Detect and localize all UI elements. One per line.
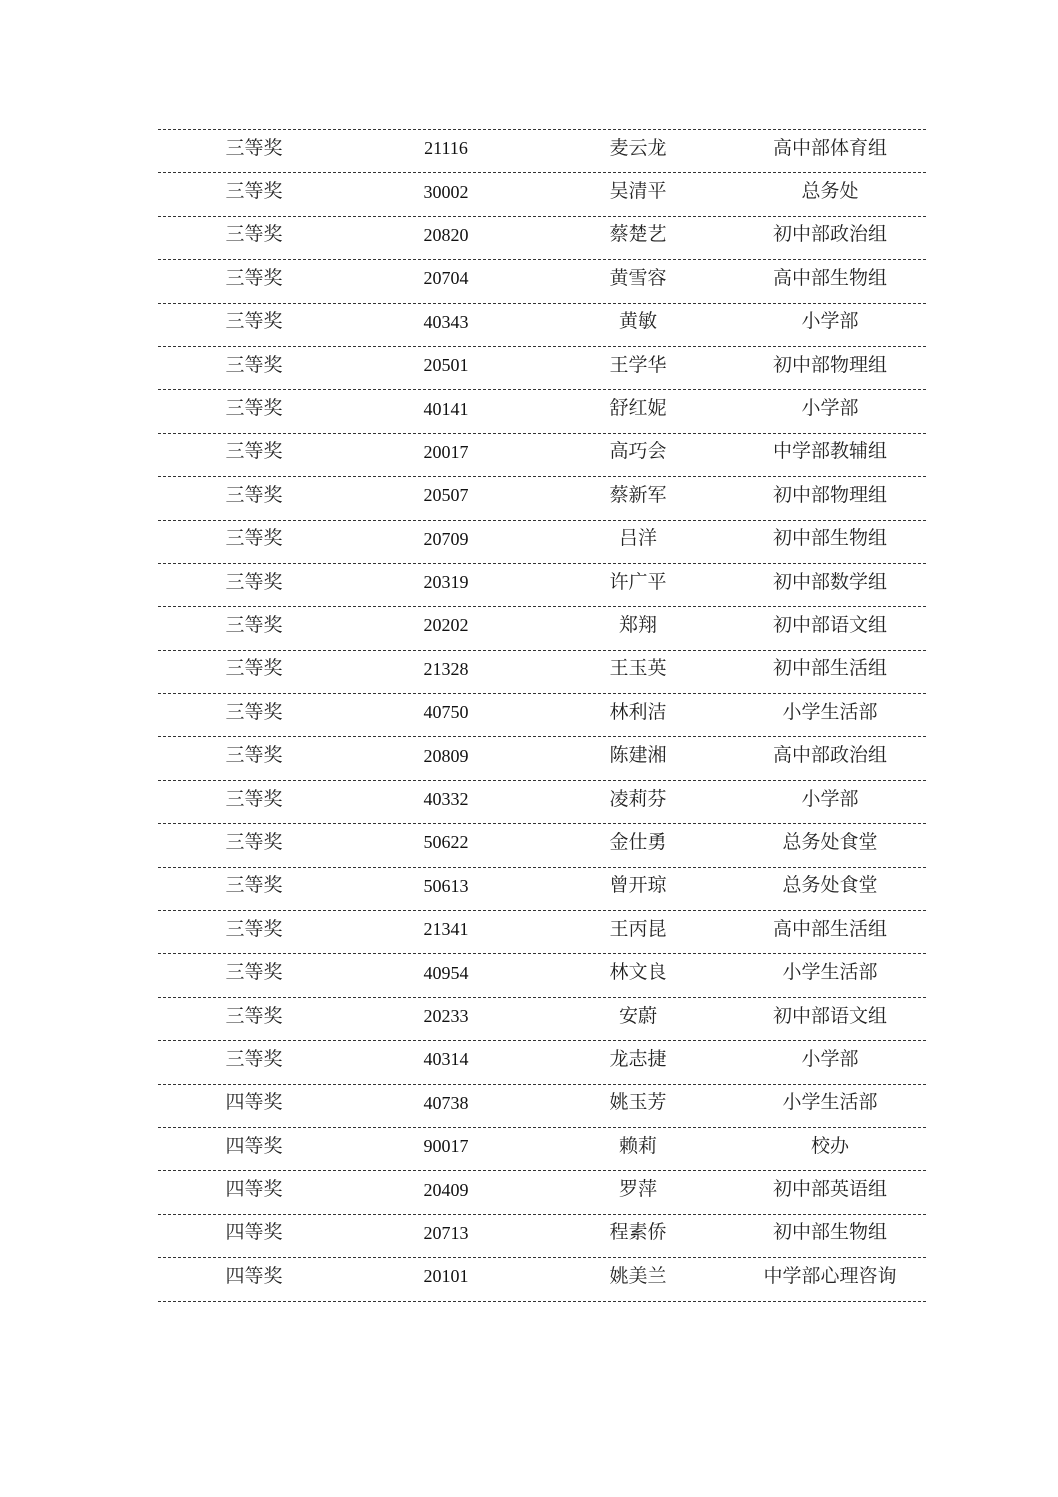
name-cell: 陈建湘 <box>609 744 667 767</box>
name-cell: 林文良 <box>609 961 667 984</box>
id-cell: 20709 <box>423 528 469 549</box>
name-cell: 蔡新军 <box>609 483 667 506</box>
dept-cell: 小学生活部 <box>782 1091 878 1114</box>
id-cell: 30002 <box>423 181 469 202</box>
dept-cell: 小学生活部 <box>782 961 878 984</box>
table-row <box>158 607 926 650</box>
name-cell: 黄敏 <box>618 310 657 333</box>
id-cell: 20101 <box>423 1266 469 1287</box>
dept-cell: 初中部数学组 <box>772 570 887 593</box>
name-cell: 王丙昆 <box>609 917 667 940</box>
table-row <box>158 868 926 911</box>
award-cell: 四等奖 <box>225 1134 283 1157</box>
table-row <box>158 954 926 997</box>
dept-cell: 高中部政治组 <box>772 744 887 767</box>
award-cell: 三等奖 <box>225 1047 283 1070</box>
table-row <box>158 911 926 954</box>
name-cell: 姚美兰 <box>609 1264 667 1287</box>
award-cell: 三等奖 <box>225 787 283 810</box>
award-cell: 三等奖 <box>225 874 283 897</box>
name-cell: 龙志捷 <box>609 1047 667 1070</box>
dept-cell: 高中部生物组 <box>772 266 887 289</box>
dept-cell: 小学部 <box>801 397 859 420</box>
table-row <box>158 651 926 694</box>
id-cell: 40954 <box>423 962 469 983</box>
dept-cell: 总务处食堂 <box>782 830 878 853</box>
id-cell: 50613 <box>423 875 469 896</box>
table-row <box>158 434 926 477</box>
award-cell: 三等奖 <box>225 744 283 767</box>
award-cell: 三等奖 <box>225 180 283 203</box>
id-cell: 20501 <box>423 355 469 376</box>
name-cell: 吕洋 <box>618 527 657 550</box>
name-cell: 舒红妮 <box>609 397 667 420</box>
name-cell: 凌莉芬 <box>609 787 667 810</box>
award-cell: 三等奖 <box>225 657 283 680</box>
table-row <box>158 1085 926 1128</box>
table-row <box>158 564 926 607</box>
award-cell: 三等奖 <box>225 527 283 550</box>
table-row <box>158 694 926 737</box>
name-cell: 姚玉芳 <box>609 1091 667 1114</box>
id-cell: 20409 <box>423 1179 469 1200</box>
dept-cell: 初中部物理组 <box>772 483 887 506</box>
id-cell: 20233 <box>423 1006 469 1026</box>
table-row <box>158 521 926 564</box>
award-table <box>158 129 926 1302</box>
dept-cell: 初中部英语组 <box>772 1178 887 1201</box>
table-row <box>158 347 926 390</box>
id-cell: 20202 <box>423 615 469 636</box>
dept-cell: 高中部生活组 <box>772 917 887 940</box>
name-cell: 王玉英 <box>609 657 667 680</box>
name-cell: 高巧会 <box>609 440 667 463</box>
name-cell: 赖莉 <box>618 1134 657 1157</box>
id-cell: 50622 <box>423 832 469 853</box>
table-row <box>158 1215 926 1258</box>
dept-cell: 总务处 <box>801 180 859 203</box>
award-cell: 三等奖 <box>225 830 283 853</box>
dept-cell: 初中部生物组 <box>772 1221 887 1244</box>
award-cell: 三等奖 <box>225 310 283 333</box>
dept-cell: 小学部 <box>801 1047 859 1070</box>
name-cell: 王学华 <box>609 353 667 376</box>
table-row <box>158 130 926 173</box>
name-cell: 麦云龙 <box>609 136 667 159</box>
dept-cell: 高中部体育组 <box>772 136 887 159</box>
id-cell: 20319 <box>423 572 469 593</box>
id-cell: 20809 <box>423 745 469 766</box>
dept-cell: 总务处食堂 <box>782 874 878 897</box>
name-cell: 蔡楚艺 <box>609 223 667 246</box>
name-cell: 曾开琼 <box>609 874 667 897</box>
award-cell: 三等奖 <box>225 440 283 463</box>
table-row <box>158 217 926 260</box>
table-row <box>158 1041 926 1084</box>
id-cell: 40738 <box>423 1092 469 1113</box>
name-cell: 罗萍 <box>618 1178 657 1201</box>
name-cell: 安蔚 <box>618 1004 657 1027</box>
table-row <box>158 390 926 433</box>
dept-cell: 小学生活部 <box>782 700 878 723</box>
dept-cell: 初中部语文组 <box>772 1004 887 1027</box>
award-cell: 四等奖 <box>225 1178 283 1201</box>
id-cell: 40343 <box>423 311 469 332</box>
dept-cell: 中学部心理咨询 <box>763 1264 897 1287</box>
table-row <box>158 260 926 303</box>
award-cell: 三等奖 <box>225 353 283 376</box>
award-cell: 三等奖 <box>225 1004 283 1027</box>
table-row <box>158 1128 926 1171</box>
table-row <box>158 304 926 347</box>
id-cell: 40332 <box>423 789 469 810</box>
table-row <box>158 824 926 867</box>
dept-cell: 小学部 <box>801 787 859 810</box>
name-cell: 吴清平 <box>609 180 667 203</box>
name-cell: 许广平 <box>609 570 667 593</box>
name-cell: 黄雪容 <box>609 266 667 289</box>
award-cell: 三等奖 <box>225 961 283 984</box>
dept-cell: 初中部政治组 <box>772 223 887 246</box>
table-row <box>158 477 926 520</box>
id-cell: 21116 <box>424 138 468 159</box>
id-cell: 21341 <box>423 919 469 940</box>
award-cell: 四等奖 <box>225 1264 283 1287</box>
dept-cell: 中学部教辅组 <box>772 440 887 463</box>
id-cell: 20713 <box>423 1222 469 1243</box>
award-cell: 四等奖 <box>225 1091 283 1114</box>
award-cell: 三等奖 <box>225 570 283 593</box>
award-cell: 三等奖 <box>225 613 283 636</box>
id-cell: 20017 <box>423 441 469 462</box>
dept-cell: 初中部语文组 <box>772 613 887 636</box>
table-row <box>158 737 926 780</box>
table-row <box>158 173 926 216</box>
dept-cell: 初中部生物组 <box>772 527 887 550</box>
table-row <box>158 1258 926 1301</box>
name-cell: 郑翔 <box>618 613 657 636</box>
id-cell: 20704 <box>423 268 469 289</box>
award-cell: 三等奖 <box>225 483 283 506</box>
id-cell: 40750 <box>423 702 469 723</box>
id-cell: 20820 <box>423 224 469 245</box>
award-cell: 三等奖 <box>225 136 283 159</box>
name-cell: 金仕勇 <box>609 830 667 853</box>
award-cell: 三等奖 <box>225 266 283 289</box>
dept-cell: 校办 <box>810 1134 849 1157</box>
id-cell: 21328 <box>423 658 469 679</box>
id-cell: 20507 <box>423 485 469 506</box>
dept-cell: 初中部生活组 <box>772 657 887 680</box>
award-cell: 四等奖 <box>225 1221 283 1244</box>
table-row <box>158 1171 926 1214</box>
id-cell: 90017 <box>423 1136 469 1157</box>
dept-cell: 初中部物理组 <box>772 353 887 376</box>
table-row <box>158 998 926 1041</box>
award-cell: 三等奖 <box>225 223 283 246</box>
award-cell: 三等奖 <box>225 397 283 420</box>
dept-cell: 小学部 <box>801 310 859 333</box>
name-cell: 林利洁 <box>609 700 667 723</box>
name-cell: 程素侨 <box>609 1221 667 1244</box>
id-cell: 40141 <box>423 398 469 419</box>
award-cell: 三等奖 <box>225 917 283 940</box>
id-cell: 40314 <box>423 1049 469 1070</box>
award-cell: 三等奖 <box>225 700 283 723</box>
table-row <box>158 781 926 824</box>
